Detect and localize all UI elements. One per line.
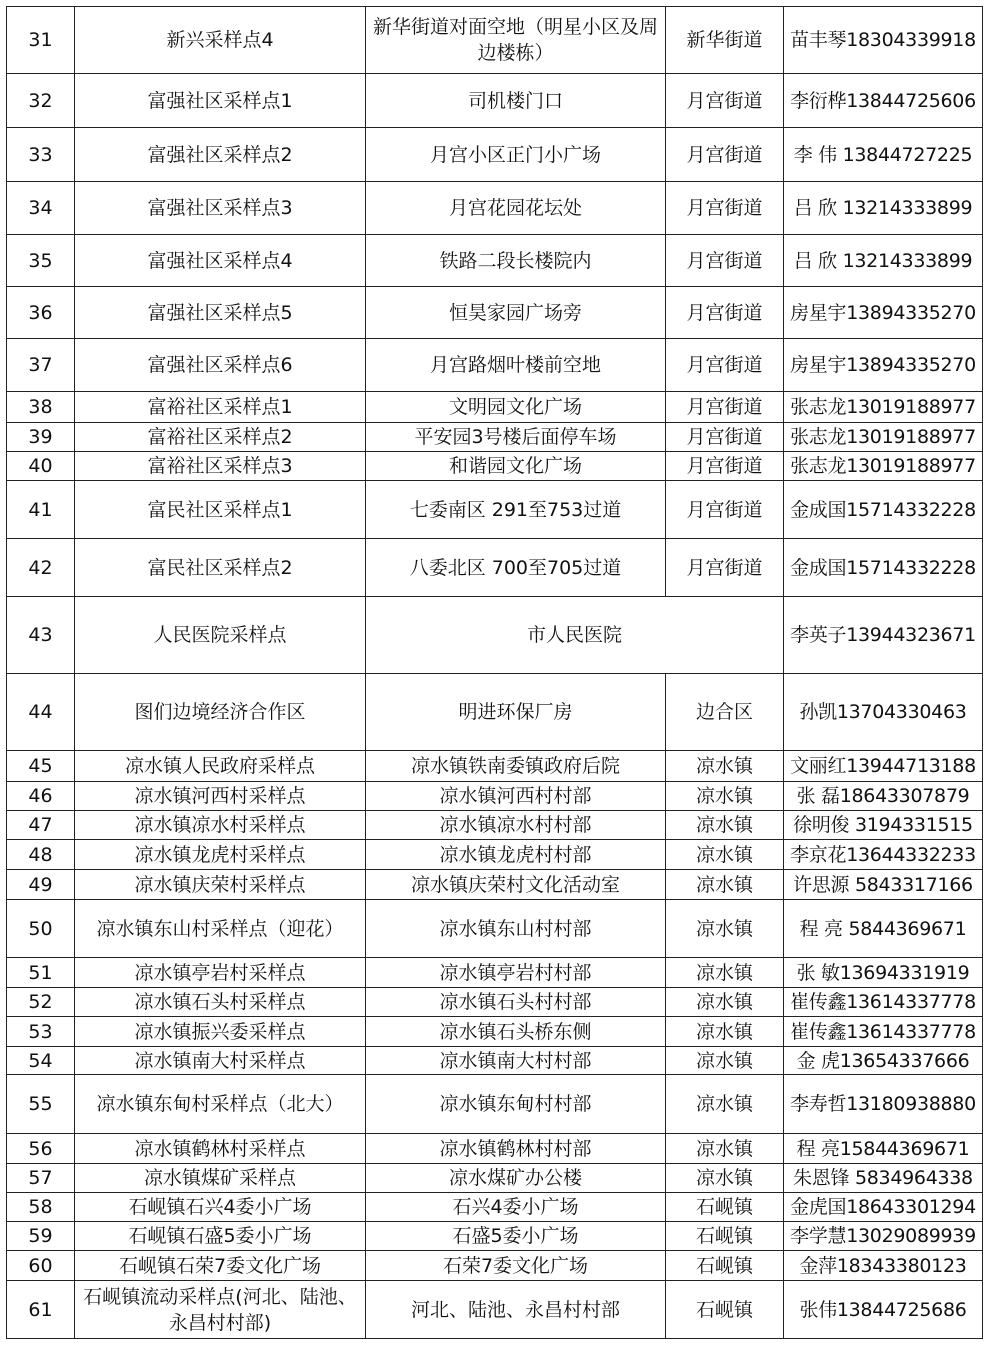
cell-site: 富强社区采样点6 (75, 339, 366, 392)
cell-area: 凉水镇 (666, 751, 784, 782)
cell-contact: 金虎国18643301294 (784, 1193, 983, 1222)
table-row (7, 840, 983, 870)
cell-contact: 李京花13644332233 (784, 840, 983, 870)
cell-place: 凉水镇东山村村部 (366, 900, 666, 958)
table-row (7, 597, 983, 674)
cell-area: 凉水镇 (666, 782, 784, 811)
cell-place: 石荣7委文化广场 (366, 1251, 666, 1281)
cell-contact: 李寿哲13180938880 (784, 1075, 983, 1134)
cell-site: 富裕社区采样点2 (75, 423, 366, 452)
cell-no: 36 (7, 287, 75, 339)
cell-site: 石岘镇石盛5委小广场 (75, 1222, 366, 1251)
cell-area: 凉水镇 (666, 870, 784, 900)
cell-contact: 张伟13844725686 (784, 1281, 983, 1339)
table-row (7, 1017, 983, 1047)
cell-contact: 李英子13944323671 (784, 597, 983, 674)
cell-contact: 房星宇13894335270 (784, 339, 983, 392)
cell-no: 44 (7, 674, 75, 751)
cell-contact: 朱恩锋 5834964338 (784, 1164, 983, 1193)
cell-place: 凉水镇石头村村部 (366, 988, 666, 1017)
table-row (7, 339, 983, 392)
cell-contact: 李衍桦13844725606 (784, 74, 983, 128)
table-row (7, 128, 983, 182)
cell-site: 凉水镇庆荣村采样点 (75, 870, 366, 900)
cell-place: 月宫路烟叶楼前空地 (366, 339, 666, 392)
cell-no: 42 (7, 539, 75, 597)
cell-place: 新华街道对面空地（明星小区及周边楼栋） (366, 7, 666, 74)
cell-place: 凉水煤矿办公楼 (366, 1164, 666, 1193)
cell-area: 石岘镇 (666, 1251, 784, 1281)
cell-site: 凉水镇人民政府采样点 (75, 751, 366, 782)
table-row (7, 452, 983, 481)
cell-area: 月宫街道 (666, 235, 784, 287)
cell-no: 61 (7, 1281, 75, 1339)
cell-site: 凉水镇东甸村采样点（北大） (75, 1075, 366, 1134)
cell-area: 新华街道 (666, 7, 784, 74)
cell-site: 凉水镇亭岩村采样点 (75, 958, 366, 988)
cell-site: 石岘镇流动采样点(河北、陆池、永昌村村部) (75, 1281, 366, 1339)
cell-area: 月宫街道 (666, 392, 784, 423)
cell-site: 富强社区采样点4 (75, 235, 366, 287)
cell-site: 富强社区采样点3 (75, 182, 366, 235)
cell-site: 凉水镇石头村采样点 (75, 988, 366, 1017)
cell-site: 富强社区采样点5 (75, 287, 366, 339)
cell-contact: 崔传鑫13614337778 (784, 1017, 983, 1047)
cell-contact: 程 亮15844369671 (784, 1134, 983, 1164)
cell-contact: 崔传鑫13614337778 (784, 988, 983, 1017)
cell-contact: 张 磊18643307879 (784, 782, 983, 811)
cell-area: 月宫街道 (666, 287, 784, 339)
cell-no: 57 (7, 1164, 75, 1193)
cell-no: 31 (7, 7, 75, 74)
cell-contact: 程 亮 5844369671 (784, 900, 983, 958)
cell-no: 45 (7, 751, 75, 782)
cell-contact: 金 虎13654337666 (784, 1047, 983, 1075)
cell-area: 凉水镇 (666, 1017, 784, 1047)
cell-contact: 许思源 5843317166 (784, 870, 983, 900)
cell-area: 边合区 (666, 674, 784, 751)
table-row (7, 900, 983, 958)
cell-no: 40 (7, 452, 75, 481)
cell-place: 八委北区 700至705过道 (366, 539, 666, 597)
cell-no: 34 (7, 182, 75, 235)
cell-contact: 张志龙13019188977 (784, 452, 983, 481)
cell-site: 富裕社区采样点1 (75, 392, 366, 423)
cell-site: 凉水镇煤矿采样点 (75, 1164, 366, 1193)
cell-area: 石岘镇 (666, 1281, 784, 1339)
table-row (7, 811, 983, 840)
cell-area: 凉水镇 (666, 988, 784, 1017)
cell-no: 51 (7, 958, 75, 988)
cell-contact: 金萍18343380123 (784, 1251, 983, 1281)
cell-place: 月宫小区正门小广场 (366, 128, 666, 182)
cell-no: 56 (7, 1134, 75, 1164)
table-row (7, 1047, 983, 1075)
cell-area: 月宫街道 (666, 128, 784, 182)
cell-place: 凉水镇庆荣村文化活动室 (366, 870, 666, 900)
cell-place: 平安园3号楼后面停车场 (366, 423, 666, 452)
cell-contact: 徐明俊 3194331515 (784, 811, 983, 840)
cell-no: 43 (7, 597, 75, 674)
cell-place: 明进环保厂房 (366, 674, 666, 751)
table-row (7, 423, 983, 452)
table-row (7, 1251, 983, 1281)
cell-site: 新兴采样点4 (75, 7, 366, 74)
cell-contact: 张志龙13019188977 (784, 423, 983, 452)
cell-area: 石岘镇 (666, 1222, 784, 1251)
cell-contact: 张志龙13019188977 (784, 392, 983, 423)
cell-contact: 金成国15714332228 (784, 481, 983, 539)
cell-area: 凉水镇 (666, 900, 784, 958)
sampling-sites-table (6, 6, 983, 1339)
cell-place: 凉水镇铁南委镇政府后院 (366, 751, 666, 782)
table-row (7, 674, 983, 751)
cell-no: 59 (7, 1222, 75, 1251)
cell-place: 凉水镇亭岩村村部 (366, 958, 666, 988)
cell-place: 石兴4委小广场 (366, 1193, 666, 1222)
cell-no: 47 (7, 811, 75, 840)
cell-no: 58 (7, 1193, 75, 1222)
cell-area: 月宫街道 (666, 423, 784, 452)
cell-site: 富裕社区采样点3 (75, 452, 366, 481)
table-body (7, 7, 983, 1339)
cell-no: 52 (7, 988, 75, 1017)
cell-contact: 文丽红13944713188 (784, 751, 983, 782)
cell-area: 凉水镇 (666, 1047, 784, 1075)
table-row (7, 751, 983, 782)
cell-no: 39 (7, 423, 75, 452)
cell-no: 33 (7, 128, 75, 182)
cell-site: 富民社区采样点1 (75, 481, 366, 539)
cell-no: 53 (7, 1017, 75, 1047)
cell-no: 38 (7, 392, 75, 423)
cell-site: 凉水镇河西村采样点 (75, 782, 366, 811)
cell-place: 凉水镇石头桥东侧 (366, 1017, 666, 1047)
cell-contact: 李 伟 13844727225 (784, 128, 983, 182)
cell-place: 石盛5委小广场 (366, 1222, 666, 1251)
table-row (7, 870, 983, 900)
cell-no: 37 (7, 339, 75, 392)
cell-place: 七委南区 291至753过道 (366, 481, 666, 539)
cell-site: 富民社区采样点2 (75, 539, 366, 597)
cell-site: 富强社区采样点1 (75, 74, 366, 128)
cell-no: 55 (7, 1075, 75, 1134)
table-row (7, 1164, 983, 1193)
cell-contact: 苗丰琴18304339918 (784, 7, 983, 74)
table-row (7, 235, 983, 287)
cell-area: 月宫街道 (666, 452, 784, 481)
cell-site: 石岘镇石荣7委文化广场 (75, 1251, 366, 1281)
cell-contact: 孙凯13704330463 (784, 674, 983, 751)
cell-place: 司机楼门口 (366, 74, 666, 128)
table-row (7, 988, 983, 1017)
cell-place: 市人民医院 (366, 597, 784, 674)
cell-area: 月宫街道 (666, 539, 784, 597)
cell-place: 凉水镇凉水村村部 (366, 811, 666, 840)
cell-place: 文明园文化广场 (366, 392, 666, 423)
table-row (7, 782, 983, 811)
cell-place: 和谐园文化广场 (366, 452, 666, 481)
cell-area: 凉水镇 (666, 958, 784, 988)
cell-area: 石岘镇 (666, 1193, 784, 1222)
cell-no: 54 (7, 1047, 75, 1075)
cell-area: 凉水镇 (666, 1164, 784, 1193)
cell-no: 32 (7, 74, 75, 128)
cell-place: 凉水镇南大村村部 (366, 1047, 666, 1075)
cell-area: 月宫街道 (666, 182, 784, 235)
cell-no: 46 (7, 782, 75, 811)
table-row (7, 1134, 983, 1164)
cell-area: 凉水镇 (666, 811, 784, 840)
cell-site: 凉水镇东山村采样点（迎花） (75, 900, 366, 958)
cell-area: 月宫街道 (666, 339, 784, 392)
table-row (7, 1281, 983, 1339)
cell-place: 凉水镇龙虎村村部 (366, 840, 666, 870)
cell-site: 凉水镇南大村采样点 (75, 1047, 366, 1075)
table-row (7, 958, 983, 988)
cell-area: 凉水镇 (666, 1134, 784, 1164)
table-row (7, 1075, 983, 1134)
table-row (7, 392, 983, 423)
cell-place: 恒昊家园广场旁 (366, 287, 666, 339)
table-row (7, 287, 983, 339)
cell-no: 35 (7, 235, 75, 287)
cell-contact: 房星宇13894335270 (784, 287, 983, 339)
cell-area: 凉水镇 (666, 1075, 784, 1134)
cell-contact: 吕 欣 13214333899 (784, 182, 983, 235)
table-row (7, 7, 983, 74)
cell-site: 富强社区采样点2 (75, 128, 366, 182)
table-row (7, 539, 983, 597)
cell-site: 凉水镇龙虎村采样点 (75, 840, 366, 870)
cell-site: 图们边境经济合作区 (75, 674, 366, 751)
cell-no: 49 (7, 870, 75, 900)
cell-no: 48 (7, 840, 75, 870)
cell-area: 凉水镇 (666, 840, 784, 870)
cell-area: 月宫街道 (666, 74, 784, 128)
cell-no: 41 (7, 481, 75, 539)
cell-place: 月宫花园花坛处 (366, 182, 666, 235)
cell-site: 石岘镇石兴4委小广场 (75, 1193, 366, 1222)
cell-place: 河北、陆池、永昌村村部 (366, 1281, 666, 1339)
cell-no: 60 (7, 1251, 75, 1281)
cell-area: 月宫街道 (666, 481, 784, 539)
cell-place: 铁路二段长楼院内 (366, 235, 666, 287)
table-row (7, 481, 983, 539)
cell-site: 凉水镇鹤林村采样点 (75, 1134, 366, 1164)
cell-place: 凉水镇鹤林村村部 (366, 1134, 666, 1164)
table-row (7, 1193, 983, 1222)
table-row (7, 182, 983, 235)
cell-no: 50 (7, 900, 75, 958)
cell-contact: 张 敏13694331919 (784, 958, 983, 988)
cell-site: 人民医院采样点 (75, 597, 366, 674)
cell-place: 凉水镇东甸村村部 (366, 1075, 666, 1134)
table-row (7, 1222, 983, 1251)
cell-contact: 李学慧13029089939 (784, 1222, 983, 1251)
cell-contact: 吕 欣 13214333899 (784, 235, 983, 287)
cell-site: 凉水镇凉水村采样点 (75, 811, 366, 840)
cell-site: 凉水镇振兴委采样点 (75, 1017, 366, 1047)
cell-contact: 金成国15714332228 (784, 539, 983, 597)
cell-place: 凉水镇河西村村部 (366, 782, 666, 811)
table-row (7, 74, 983, 128)
